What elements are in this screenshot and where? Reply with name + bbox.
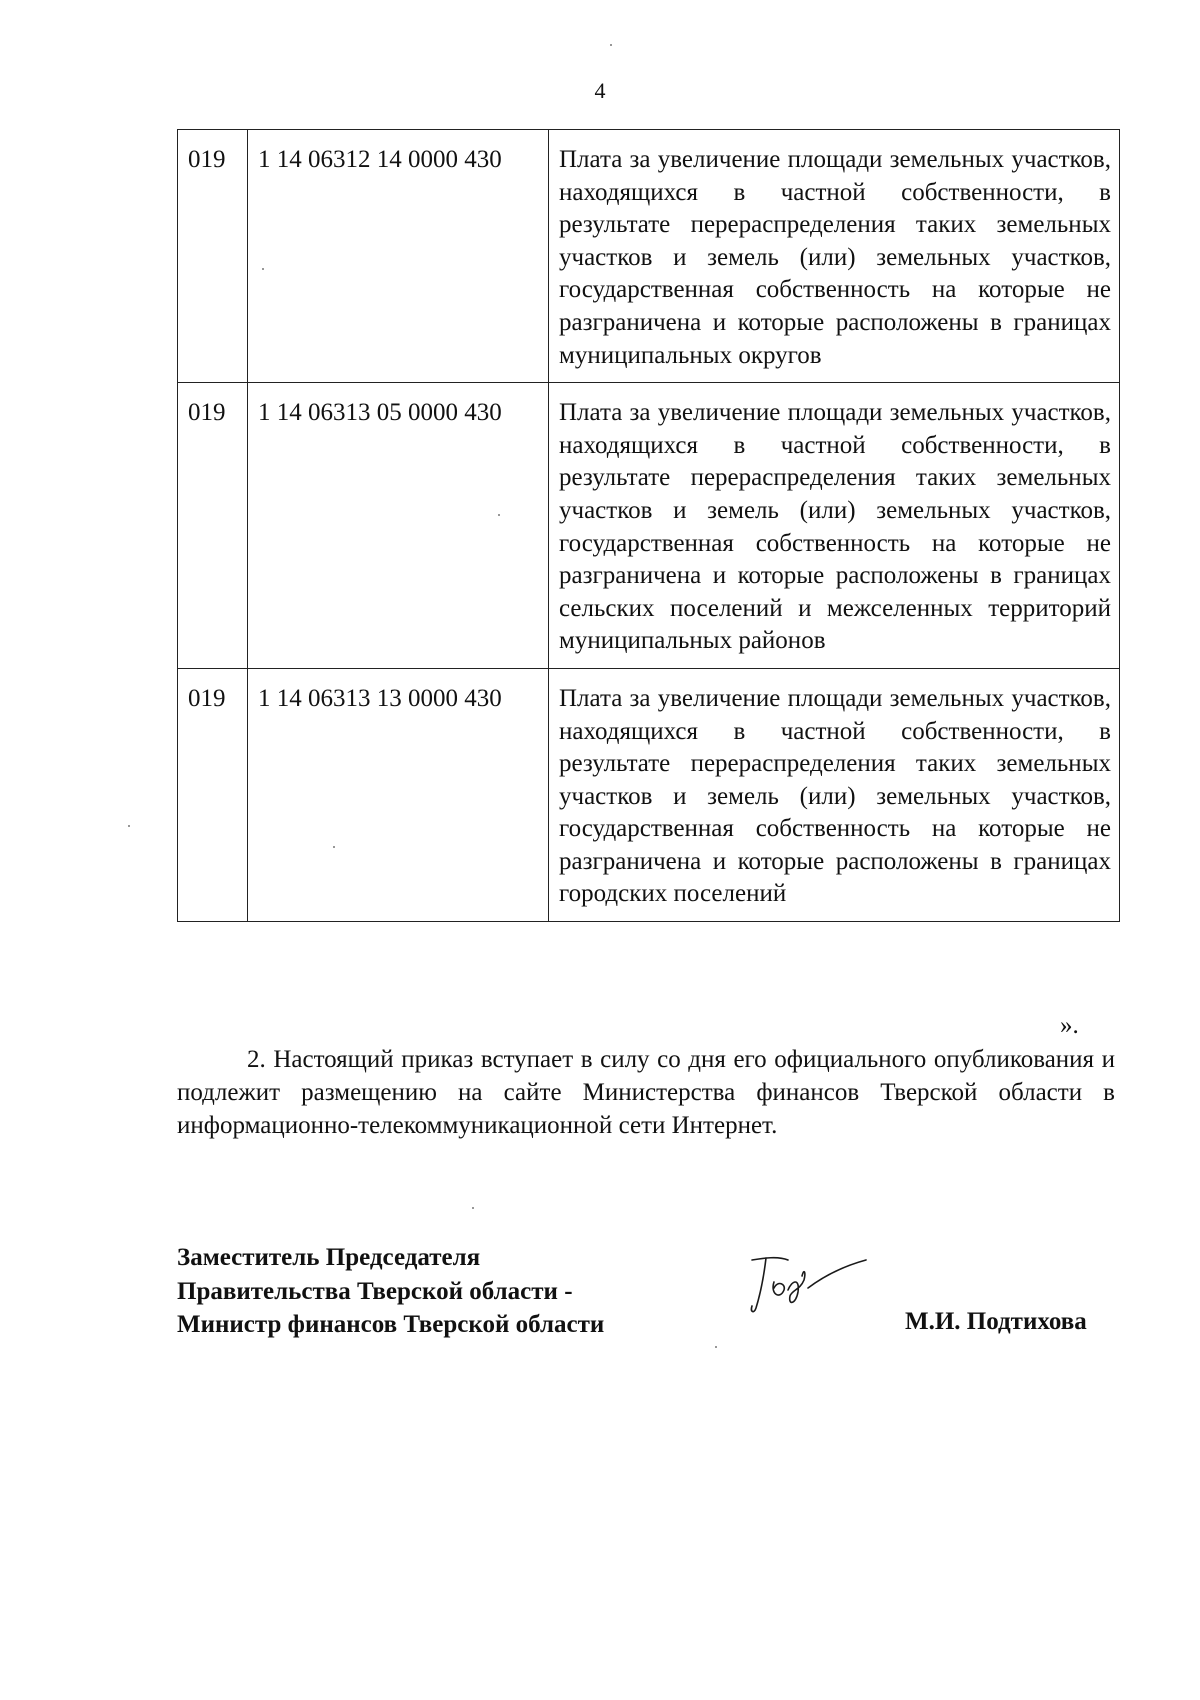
description-cell: Плата за увеличение площади земельных участков, находящихся в частной собственности, в результате перераспределения таких земельных участков и земель (или) земельных участков, государственная собственность на которые не разграничена и которые расположены в границах сельских поселений и межселенных территорий муниципальных районов <box>549 383 1120 669</box>
scan-speck <box>472 1207 474 1209</box>
signer-position-line: Правительства Тверской области - <box>177 1277 573 1305</box>
scan-speck <box>128 825 130 827</box>
admin-code-cell: 019 <box>178 383 248 669</box>
budget-code-cell: 1 14 06313 05 0000 430 <box>248 383 549 669</box>
page-number: 4 <box>594 78 606 103</box>
budget-code-cell: 1 14 06313 13 0000 430 <box>248 668 549 921</box>
clause-2-paragraph: 2. Настоящий приказ вступает в силу со дня его официального опубликования и подлежит размещению на сайте Министерства финансов Тверской области в информационно-телекоммуникационной сети Интернет. <box>177 1046 1115 1139</box>
scan-speck <box>610 44 612 46</box>
scan-speck <box>333 846 335 848</box>
table-row <box>178 130 1120 383</box>
scan-speck <box>715 1346 717 1348</box>
admin-code-cell: 019 <box>178 130 248 383</box>
signer-position-line: Заместитель Председателя <box>177 1244 481 1271</box>
admin-code-cell: 019 <box>178 668 248 921</box>
description-cell: Плата за увеличение площади земельных участков, находящихся в частной собственности, в результате перераспределения таких земельных участков и земель (или) земельных участков, государственная собственность на которые не разграничена и которые расположены в границах муниципальных округов <box>549 130 1120 383</box>
signer-name: М.И. Подтихова <box>905 1308 1087 1335</box>
budget-codes-table <box>177 129 1120 922</box>
description-cell: Плата за увеличение площади земельных участков, находящихся в частной собственности, в результате перераспределения таких земельных участков и земель (или) земельных участков, государственная собственность на которые не разграничена и которые расположены в границах городских поселений <box>549 668 1120 921</box>
table-row <box>178 383 1120 669</box>
closing-quote: ». <box>1060 1012 1079 1039</box>
table-row <box>178 668 1120 921</box>
signer-position-line: Министр финансов Тверской области <box>177 1311 605 1338</box>
scan-speck <box>498 514 500 516</box>
signer-position <box>177 1241 604 1342</box>
budget-code-cell: 1 14 06312 14 0000 430 <box>248 130 549 383</box>
scan-speck <box>262 268 264 270</box>
handwritten-signature <box>744 1250 874 1320</box>
